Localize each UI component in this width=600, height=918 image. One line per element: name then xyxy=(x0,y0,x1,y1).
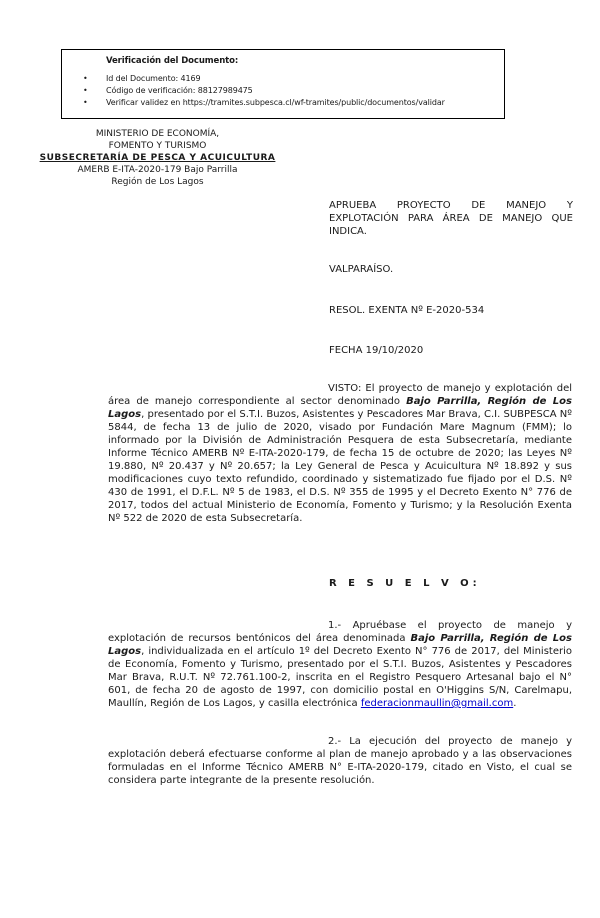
region-name: Región de Los Lagos xyxy=(111,177,204,187)
resolution-place: VALPARAÍSO. xyxy=(329,264,394,275)
amerb-reference: AMERB E-ITA-2020-179 Bajo Parrilla xyxy=(77,165,238,175)
verification-code: Código de verificación: 88127989475 xyxy=(106,86,253,95)
visto-text-1: El proyecto de manejo y explotación del área de manejo correspondiente al sector denominado xyxy=(108,383,572,407)
subsecretaria-name: SUBSECRETARÍA DE PESCA Y ACUICULTURA xyxy=(39,153,276,163)
item1-end: . xyxy=(513,698,517,709)
document-id: Id del Documento: 4169 xyxy=(106,74,201,83)
verification-title: Verificación del Documento: xyxy=(106,56,239,66)
visto-lead: VISTO: xyxy=(328,383,362,394)
resolution-number: RESOL. EXENTA Nº E-2020-534 xyxy=(329,305,485,316)
resolution-date: FECHA 19/10/2020 xyxy=(329,345,424,356)
bullet-icon: • xyxy=(83,74,88,83)
ministry-line-2: FOMENTO Y TURISMO xyxy=(108,141,207,151)
resolution-title: APRUEBA PROYECTO DE MANEJO Y EXPLOTACIÓN PARA ÁREA DE MANEJO QUE INDICA. xyxy=(329,200,573,237)
resolution-item-2: 2.- La ejecución del proyecto de manejo y explotación deberá efectuarse conforme al plan de manejo aprobado y a las observaciones formuladas en el Informe Técnico AMERB N° E-ITA-2020-179, citado en Visto, el cual se considera parte integrante de la presente resolución. xyxy=(108,736,572,786)
resolution-item-1 xyxy=(108,619,572,710)
visto-area-name: Bajo Parrilla, Región de Los Lagos xyxy=(108,396,573,420)
visto-paragraph xyxy=(108,382,572,525)
email-link[interactable]: federacionmaullin@gmail.com xyxy=(360,698,514,709)
ministry-line-1: MINISTERIO DE ECONOMÍA, xyxy=(95,129,220,139)
item1-text-2: , individualizada en el artículo 1º del Decreto Exento N° 776 de 2017, del Ministerio de Economía, Fomento y Turismo, presentado por el S.T.I. Buzos, Asistentes y Pescadores Mar Brava, R.U.T. Nº 72.761.100-2, inscrita en el Registro Pesquero Artesanal bajo el N° 601, de fecha 20 de agosto de 1997, con domicilio postal en O'Higgins S/N, Carelmapu, Maullín, Región de Los Lagos, y casilla electrónica xyxy=(108,646,572,709)
item1-text-1: 1.- Apruébase el proyecto de manejo y explotación de recursos bentónicos del área denominada xyxy=(108,620,572,644)
item1-area-name: Bajo Parrilla, Región de Los Lagos xyxy=(108,633,573,657)
bullet-icon: • xyxy=(83,98,88,107)
verification-box xyxy=(61,49,505,119)
verification-url: Verificar validez en https://tramites.subpesca.cl/wf-tramites/public/documentos/validar xyxy=(106,98,445,107)
resuelvo-heading: R E S U E L V O: xyxy=(329,578,481,589)
issuer-header xyxy=(30,128,285,188)
bullet-icon: • xyxy=(83,86,88,95)
visto-text-2: , presentado por el S.T.I. Buzos, Asistentes y Pescadores Mar Brava, C.I. SUBPESCA Nº 5844, de fecha 13 de julio de 2020, visado por Fundación Mare Magnum (FMM); lo informado por la División de Administración Pesquera de esta Subsecretaría, mediante Informe Técnico AMERB Nº E-ITA-2020-179, de fecha 15 de octubre de 2020; las Leyes Nº 19.880, Nº 20.437 y Nº 20.657; la Ley General de Pesca y Acuicultura Nº 18.892 y sus modificaciones cuyo texto refundido, coordinado y sistematizado fue fijado por el D.S. Nº 430 de 1991, el D.F.L. Nº 5 de 1983, el D.S. Nº 355 de 1995 y el Decreto Exento N° 776 de 2017, todos del actual Ministerio de Economía, Fomento y Turismo; y la Resolución Exenta Nº 522 de 2020 de esta Subsecretaría. xyxy=(108,409,572,524)
